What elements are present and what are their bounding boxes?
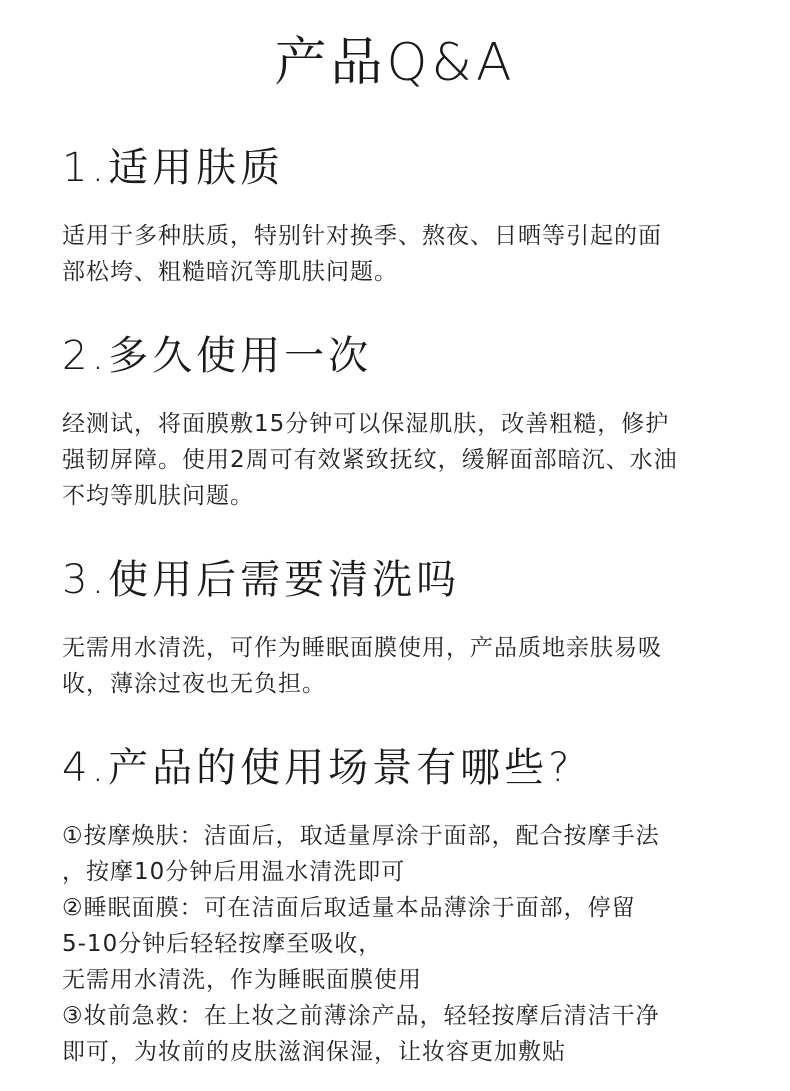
page-title: 产品Q&A (274, 33, 516, 93)
body-line: 即可，为妆前的皮肤滋润保湿，让妆容更加敷贴 (62, 1039, 566, 1065)
section-body (62, 218, 742, 290)
body-line: 强韧屏障。使用2周可有效紧致抚纹，缓解面部暗沉、水油 (62, 447, 678, 473)
section-body (62, 818, 742, 1070)
body-line: 无需用水清洗，可作为睡眠面膜使用，产品质地亲肤易吸 (62, 635, 662, 661)
qa-section-usage-scenarios (62, 740, 742, 1070)
section-heading: 3.使用后需要清洗吗 (62, 557, 461, 603)
body-line: 收，薄涂过夜也无负担。 (62, 671, 326, 697)
body-line: 适用于多种肤质，特别针对换季、熬夜、日晒等引起的面 (62, 223, 662, 249)
qa-section-skin-type (62, 140, 742, 290)
section-heading: 2.多久使用一次 (62, 333, 373, 379)
section-body (62, 406, 742, 514)
body-line: 经测试，将面膜敷15分钟可以保湿肌肤，改善粗糙，修护 (62, 411, 670, 437)
body-line: ①按摩焕肤：洁面后，取适量厚涂于面部，配合按摩手法 (62, 823, 660, 849)
body-line: ②睡眠面膜：可在洁面后取适量本品薄涂于面部，停留 (62, 895, 636, 921)
section-body (62, 630, 742, 702)
body-line: 无需用水清洗，作为睡眠面膜使用 (62, 967, 422, 993)
qa-section-rinse (62, 552, 742, 702)
section-heading: 4.产品的使用场景有哪些? (62, 745, 574, 791)
body-line: 部松垮、粗糙暗沉等肌肤问题。 (62, 259, 398, 285)
body-line: ③妆前急救：在上妆之前薄涂产品，轻轻按摩后清洁干净 (62, 1003, 660, 1029)
body-line: ，按摩10分钟后用温水清洗即可 (62, 859, 406, 885)
body-line: 5-10分钟后轻轻按摩至吸收， (62, 931, 383, 957)
body-line: 不均等肌肤问题。 (62, 483, 254, 509)
qa-section-frequency (62, 328, 742, 514)
section-heading: 1.适用肤质 (62, 145, 285, 191)
